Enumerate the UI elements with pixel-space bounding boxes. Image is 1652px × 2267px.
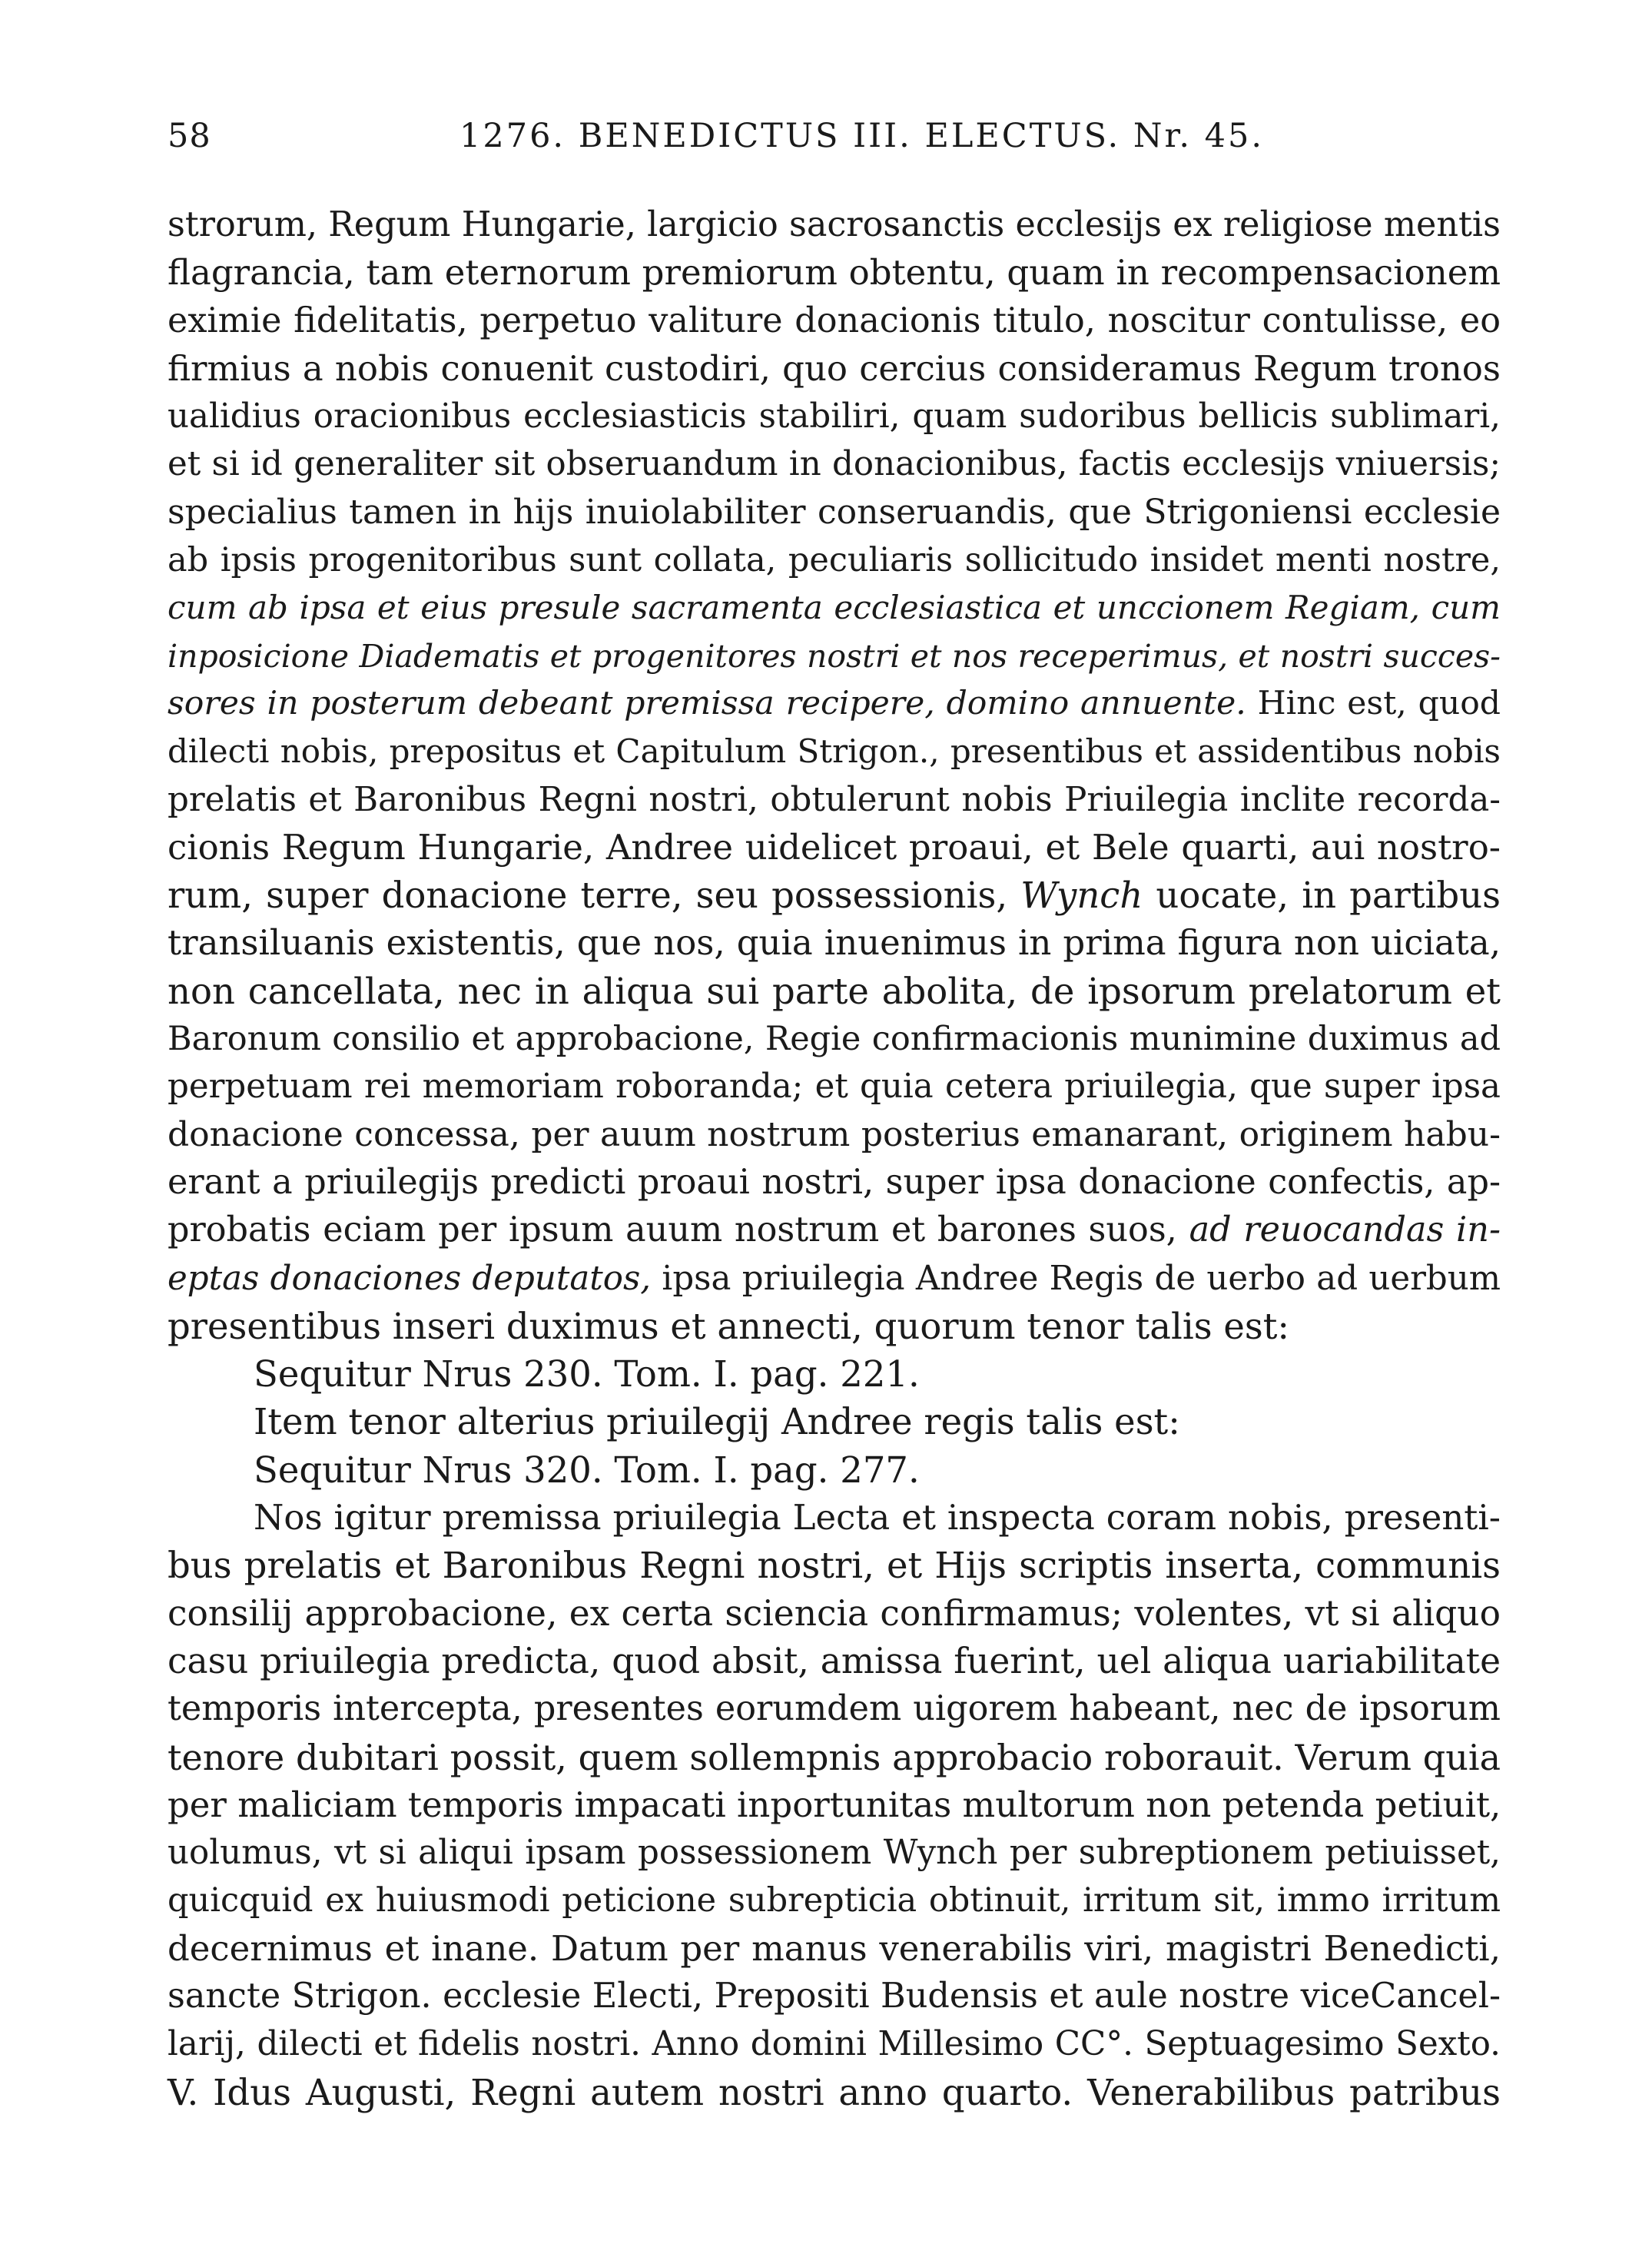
- mixed-line: [168, 871, 1501, 919]
- text-line: et si id generaliter sit obseruandum in donacionibus, factis ecclesijs vniuersis;: [168, 445, 1501, 484]
- roman-text: uocate, in partibus: [1156, 875, 1501, 917]
- roman-text: ipsa priuilegia Andree Regis de uerbo ad uerbum: [662, 1259, 1501, 1298]
- page-number: 58: [168, 117, 211, 155]
- text-line: uolumus, vt si aliqui ipsam possessionem Wynch per subreptionem petiuisset,: [168, 1834, 1501, 1873]
- italic-text: ad reuocandas in-: [1189, 1210, 1501, 1250]
- text-line: V. Idus Augusti, Regni autem nostri anno quarto. Venerabilibus patribus: [168, 2071, 1501, 2113]
- text-line: decernimus et inane. Datum per manus venerabilis viri, magistri Benedicti,: [168, 1927, 1501, 1969]
- text-line: temporis intercepta, presentes eorumdem uigorem habeant, nec de ipsorum: [168, 1689, 1501, 1729]
- italic-line: cum ab ipsa et eius presule sacramenta ecclesiastica et unccionem Regiam, cum: [168, 589, 1501, 627]
- mixed-line: [168, 680, 1501, 728]
- page-header: [168, 117, 1501, 163]
- text-line: per maliciam temporis impacati inportunitas multorum non petenda petiuit,: [168, 1784, 1501, 1825]
- text-line: tenore dubitari possit, quem sollempnis approbacio roborauit. Verum quia: [168, 1736, 1501, 1778]
- text-line: dilecti nobis, prepositus et Capitulum Strigon., presentibus et assidentibus nobis: [168, 732, 1501, 771]
- text-line: specialius tamen in hijs inuiolabiliter conseruandis, que Strigoniensi ecclesie: [168, 492, 1501, 532]
- italic-line: inposicione Diadematis et progenitores nostri et nos receperimus, et nostri succes-: [168, 637, 1501, 675]
- text-line: ualidius oracionibus ecclesiasticis stabiliri, quam sudoribus bellicis sublimari,: [168, 397, 1501, 436]
- text-line: erant a priuilegijs predicti proaui nostri, super ipsa donacione confectis, ap-: [168, 1162, 1501, 1202]
- text-line: prelatis et Baronibus Regni nostri, obtulerunt nobis Priuilegia inclite recorda-: [168, 780, 1501, 819]
- text-line: cionis Regum Hungarie, Andree uidelicet proaui, et Bele quarti, aui nostro-: [168, 826, 1501, 868]
- text-line: Baronum consilio et approbacione, Regie confirmacionis munimine duximus ad: [168, 1020, 1501, 1059]
- text-line: Nos igitur premissa priuilegia Lecta et inspecta coram nobis, presenti-: [254, 1497, 1501, 1538]
- mixed-line: [168, 1207, 1501, 1254]
- text-line: strorum, Regum Hungarie, largicio sacrosanctis ecclesijs ex religiose mentis: [168, 205, 1501, 244]
- italic-text: eptas donaciones deputatos,: [168, 1259, 652, 1298]
- text-line: presentibus inseri duximus et annecti, quorum tenor talis est:: [168, 1305, 1290, 1347]
- running-title: 1276. BENEDICTUS III. ELECTUS. Nr. 45.: [459, 117, 1265, 155]
- roman-text: probatis eciam per ipsum auum nostrum et barones suos,: [168, 1210, 1177, 1250]
- text-line: firmius a nobis conuenit custodiri, quo cercius consideramus Regum tronos: [168, 347, 1501, 389]
- roman-text: rum, super donacione terre, seu possessionis,: [168, 875, 1008, 917]
- text-line: ab ipsis progenitoribus sunt collata, peculiaris sollicitudo insidet menti nostre,: [168, 541, 1501, 580]
- text-line: donacione concessa, per auum nostrum posterius emanarant, originem habu-: [168, 1114, 1501, 1154]
- text-line: flagrancia, tam eternorum premiorum obtentu, quam in recompensacionem: [168, 252, 1501, 294]
- text-line: non cancellata, nec in aliqua sui parte abolita, de ipsorum prelatorum et: [168, 970, 1501, 1012]
- text-line: bus prelatis et Baronibus Regni nostri, et Hijs scriptis inserta, communis: [168, 1545, 1501, 1587]
- insert-reference: Item tenor alterius priuilegij Andree regis talis est:: [254, 1401, 1180, 1443]
- mixed-line: [168, 1255, 1501, 1303]
- text-line: eximie fidelitatis, perpetuo valiture donacionis titulo, noscitur contulisse, eo: [168, 300, 1501, 340]
- text-line: casu priuilegia predicta, quod absit, amissa fuerint, uel aliqua uariabilitate: [168, 1640, 1501, 1681]
- text-line: perpetuam rei memoriam roboranda; et quia cetera priuilegia, que super ipsa: [168, 1067, 1501, 1107]
- italic-text: sores in posterum debeant premissa recipere, domino annuente.: [168, 684, 1246, 722]
- insert-reference: Sequitur Nrus 320. Tom. I. pag. 277.: [254, 1449, 920, 1491]
- text-line: transiluanis existentis, que nos, quia inuenimus in prima figura non uiciata,: [168, 922, 1501, 964]
- place-name: Wynch: [1020, 875, 1143, 917]
- text-line: larij, dilecti et fidelis nostri. Anno domini Millesimo CC°. Septuagesimo Sexto.: [168, 2025, 1501, 2064]
- text-line: quicquid ex huiusmodi peticione subrepticia obtinuit, irritum sit, immo irritum: [168, 1881, 1501, 1920]
- insert-reference: Sequitur Nrus 230. Tom. I. pag. 221.: [254, 1353, 920, 1396]
- roman-text: Hinc est, quod: [1257, 684, 1501, 722]
- text-line: sancte Strigon. ecclesie Electi, Prepositi Budensis et aule nostre viceCancel-: [168, 1976, 1501, 2016]
- charter-text: [168, 201, 1501, 2116]
- text-line: consilij approbacione, ex certa sciencia confirmamus; volentes, vt si aliquo: [168, 1592, 1501, 1634]
